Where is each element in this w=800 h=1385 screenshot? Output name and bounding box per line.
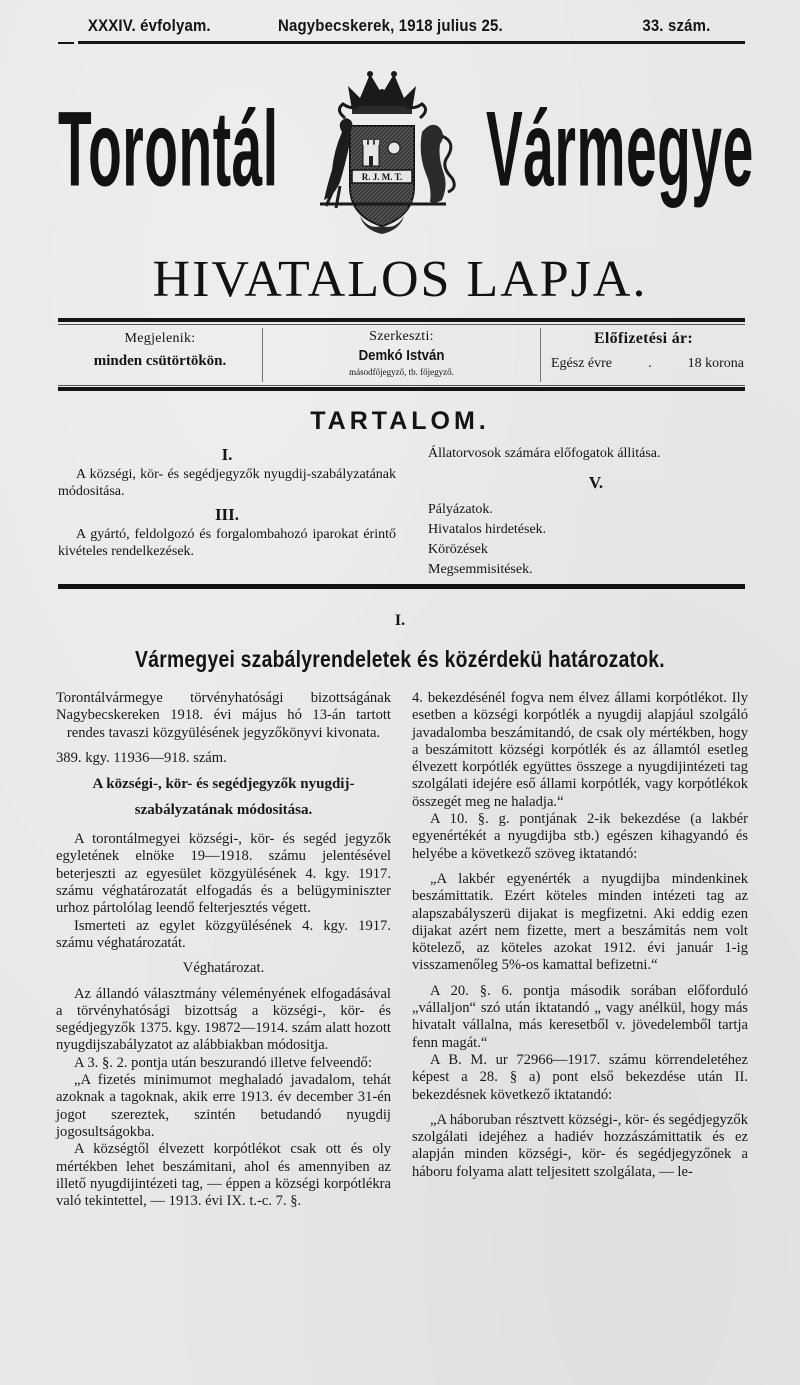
contents-title: TARTALOM.	[310, 407, 490, 435]
divider	[58, 584, 745, 589]
divider	[58, 42, 74, 44]
section-title: Vármegyei szabályrendeletek és közérdekü határozatok.	[135, 646, 665, 672]
article-paragraph: A 10. §. g. pontjának 2-ik bekezdése (a lakbér egyenértékét a nyugdijba stb.) egészen kihagyandó és helyébe a következő szöveg iktatandó:	[412, 811, 748, 862]
svg-text:R. J. M. T.: R. J. M. T.	[361, 172, 403, 182]
masthead-title-left: Torontál	[58, 89, 279, 210]
subscription-period: Egész évre	[551, 356, 613, 371]
contents-entry[interactable]: Pályázatok.	[428, 502, 493, 517]
issue-number: 33. szám.	[642, 16, 711, 35]
article-paragraph: A torontálmegyei községi-, kör- és segéd jegyzők egyletének elnöke 19—1918. számu jelentésével beterjeszti az egyesület közgyülésének 4. kgy. 1917. számu véghatározatát elfogadás és a belügyminiszter urhoz pártolólag leendő felterjesztés végett.	[56, 831, 391, 917]
contents-left-column	[58, 444, 396, 564]
divider	[58, 324, 745, 325]
issue-info-line	[58, 14, 711, 44]
article-paragraph: Ismerteti az egylet közgyülésének 4. kgy. 1917. számu véghatározatát.	[56, 917, 391, 951]
resolution-title: Véghatározat.	[182, 960, 265, 977]
editor-role: másodfőjegyző, tb. főjegyző.	[349, 367, 454, 377]
publication-label: Megjelenik:	[124, 331, 196, 346]
publication-value: minden csütörtökön.	[93, 353, 227, 369]
article-paragraph: „A háboruban résztvett községi-, kör- és segédjegyzők szolgálati idejéhez a hadiév hozzászámittatik és ez alapján minden községi-, kör- és segédjegyzőnek a háboru folyama alatt teljesitett szolgálata, — le-	[412, 1111, 748, 1180]
volume-label: XXXIV. évfolyam.	[87, 16, 211, 35]
contents-entry[interactable]: Állatorvosok számára előfogatok állitása.	[428, 446, 661, 461]
editor-label: Szerkeszti:	[369, 329, 434, 344]
editor-info	[263, 328, 540, 384]
article-reference: 389. kgy. 11936—918. szám.	[56, 749, 227, 766]
contents-section-number: I.	[221, 445, 233, 464]
masthead-subtitle: HIVATALOS LAPJA.	[152, 251, 648, 308]
divider	[58, 387, 745, 391]
subscription-label: Előfizetési ár:	[593, 330, 694, 347]
article-intro: Torontálvármegye törvényhatósági bizottságának Nagybecskereken 1918. évi május hó 13-án tartott rendes tavaszi közgyülésének jegyzőkönyvi kivonata.	[56, 690, 391, 741]
divider	[58, 318, 745, 322]
article-right-column	[412, 690, 748, 1181]
subscription-amount: 18 korona	[687, 356, 744, 371]
contents-entry[interactable]: A gyártó, feldolgozó és forgalombahozó iparokat érintő kivételes rendelkezések.	[58, 527, 396, 559]
article-paragraph: „A fizetés minimumot meghaladó javadalom, tehát azoknak a tagoknak, akik erre 1913. év december 31-én jogot szereztek, szintén betudandó nyugdij jogosultságokba.	[56, 1072, 391, 1140]
article-heading: A községi-, kör- és segédjegyzők nyugdij-szabályzatának módositása.	[92, 776, 355, 819]
article-paragraph: A 20. §. 6. pontja második sorában előforduló „vállaljon“ szó után iktatandó „ vagy anélkül, hogy más hivatalt vállalna, más keresetből v. jövedelemből tartja fenn magát.“	[412, 982, 748, 1051]
article-left-column	[56, 690, 391, 1210]
place-date: Nagybecskerek, 1918 julius 25.	[278, 16, 503, 35]
article-paragraph: A 3. §. 2. pontja után beszurandó illetve felveendő:	[74, 1054, 372, 1071]
article-paragraph: A községtől élvezett korpótlékot csak ott és oly mértékben lehet beszámitani, ahol és amennyiben az illető nyugdijintézeti tag, — éppen a községi korpótlékra való tekintettel, — 1913. évi IX. t.-c. 7. §.	[56, 1141, 391, 1210]
subscription-price	[541, 328, 746, 384]
subscription-price-row	[541, 355, 746, 373]
article-paragraph: Az állandó választmány véleményének elfogadásával a törvényhatósági bizottság a községi-, kör- és segédjegyzők 1375. kgy. 19872—1914. szám alatt hozott nyugdijszabályzatot az alábbiakban módositja.	[56, 985, 391, 1054]
article-paragraph: 4. bekezdésénél fogva nem élvez állami korpótlékot. Ily esetben a községi korpótlék a nyugdij alapjául szolgáló javadalomba beszámitandó, de csak oly mértékben, hogy a beszámitott községi korpótlék és az államtól esetleg élvezett korpótlék együttes összege a nyugdijintézeti tag szolgálati idejére eső állami korpótlék, vagy korpótlékok összegét meg ne haladja.“	[412, 690, 748, 810]
subscription-dot: .	[648, 356, 652, 371]
contents-entry[interactable]: Megsemmisitések.	[428, 562, 533, 577]
article-paragraph: „A lakbér egyenérték a nyugdijba mindenkinek beszámittatik. Ezért köteles minden intézeti tag az alapszabályszerü dijakat is megfizetni. Aki eddig ezen dijakat azért nem fizette, mert a beszámitás nem volt kötelező, az köteles azokat 1912. évi január 1-ig visszamenőleg 5%-os kamattal befizetni.“	[412, 870, 748, 974]
contents-right-column	[428, 444, 758, 580]
divider	[78, 41, 745, 44]
publication-schedule	[58, 328, 262, 384]
divider	[58, 385, 745, 386]
article-paragraph: A B. M. ur 72966—1917. számu körrendeletéhez képest a 28. § a) pont első bekezdése után II. bekezdésnek következő iktatandó:	[412, 1051, 748, 1103]
contents-entry[interactable]: A községi, kör- és segédjegyzők nyugdij-szabályzatának módositása.	[58, 467, 396, 499]
contents-entry[interactable]: Körözések	[428, 542, 488, 557]
masthead-title-right: Vármegye	[486, 89, 754, 210]
coat-of-arms-icon	[290, 66, 475, 246]
contents-section-number: V.	[588, 473, 604, 492]
section-number: I.	[394, 612, 406, 629]
editor-name: Demkó István	[358, 347, 445, 364]
contents-section-number: III.	[214, 505, 240, 524]
contents-entry[interactable]: Hivatalos hirdetések.	[428, 522, 547, 537]
